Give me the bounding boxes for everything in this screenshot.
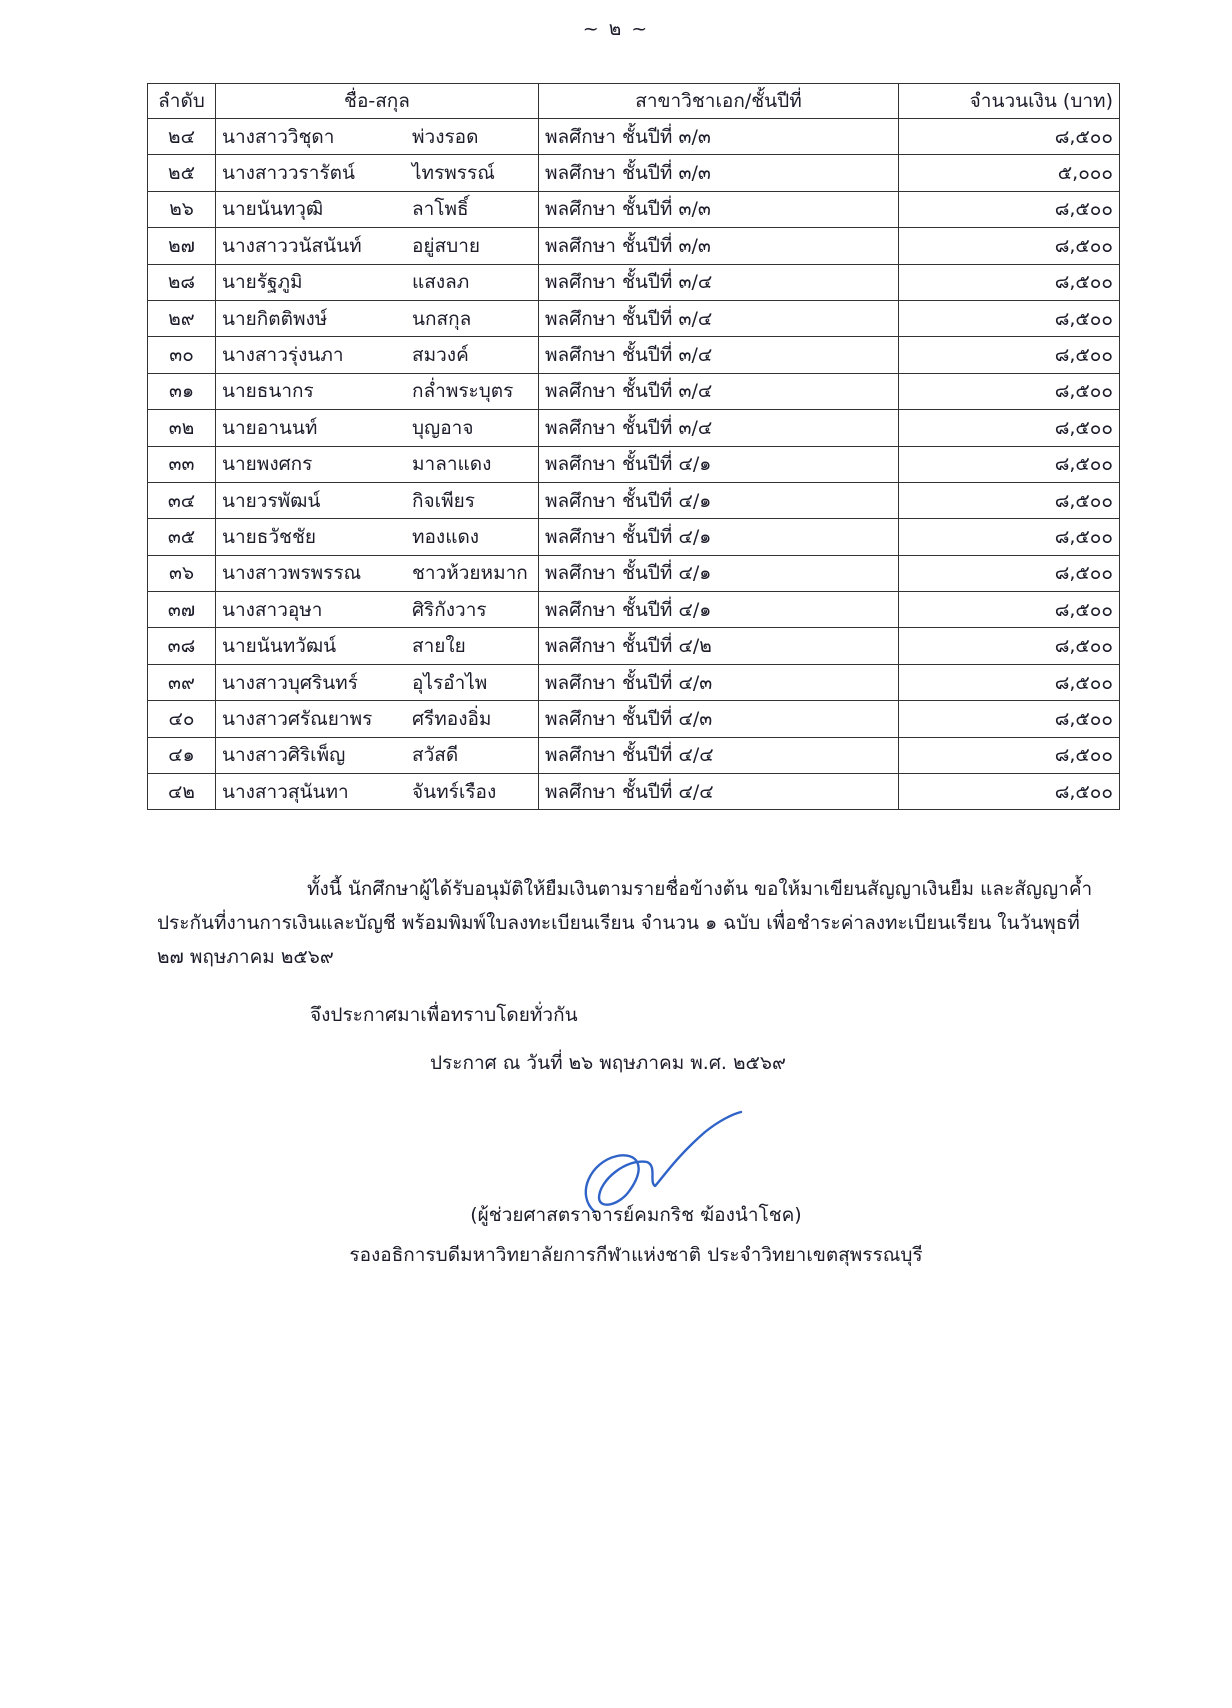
row-major: พลศึกษา ชั้นปีที่ ๓/๓: [539, 119, 899, 155]
row-last-name: สายใย: [412, 635, 466, 658]
row-first-name: นางสาวศิริเพ็ญ: [222, 744, 346, 767]
row-last-name: สวัสดี: [412, 744, 459, 767]
body-paragraph: ทั้งนี้ นักศึกษาผู้ได้รับอนุมัติให้ยืมเงินตามรายชื่อข้างต้น ขอให้มาเขียนสัญญาเงินยืม และสัญญาค้ำประกันที่งานการเงินและบัญชี พร้อมพิมพ์ใบลงทะเบียนเรียน จำนวน ๑ ฉบับ เพื่อชำระค่าลงทะเบียนเรียน ในวันพุธที่ ๒๗ พฤษภาคม ๒๕๖๙: [157, 878, 1093, 968]
row-no: ๔๒: [148, 774, 216, 810]
table-row: [148, 228, 1120, 264]
row-last-name: กิจเพียร: [412, 489, 475, 512]
row-amount: ๘,๕๐๐: [899, 774, 1120, 810]
row-amount: ๘,๕๐๐: [899, 373, 1120, 409]
row-major: พลศึกษา ชั้นปีที่ ๔/๓: [539, 701, 899, 737]
row-first-name: นายกิตติพงษ์: [222, 307, 328, 330]
row-name: [216, 373, 539, 409]
row-major: พลศึกษา ชั้นปีที่ ๓/๔: [539, 410, 899, 446]
row-amount: ๘,๕๐๐: [899, 300, 1120, 336]
row-last-name: ทองแดง: [412, 525, 480, 548]
row-name: [216, 592, 539, 628]
row-major: พลศึกษา ชั้นปีที่ ๓/๔: [539, 264, 899, 300]
header-major: สาขาวิชาเอก/ชั้นปีที่: [539, 84, 899, 119]
row-first-name: นายรัฐภูมิ: [222, 271, 303, 294]
row-major: พลศึกษา ชั้นปีที่ ๔/๑: [539, 555, 899, 591]
row-no: ๒๙: [148, 300, 216, 336]
row-major: พลศึกษา ชั้นปีที่ ๔/๑: [539, 482, 899, 518]
row-amount: ๘,๕๐๐: [899, 592, 1120, 628]
row-first-name: นางสาวศรัณยาพร: [222, 707, 373, 730]
row-amount: ๘,๕๐๐: [899, 737, 1120, 773]
table-header: [148, 84, 1120, 119]
table-row: [148, 774, 1120, 810]
row-no: ๒๖: [148, 191, 216, 227]
table-row: [148, 446, 1120, 482]
row-amount: ๘,๕๐๐: [899, 519, 1120, 555]
row-first-name: นายอานนท์: [222, 416, 318, 439]
row-first-name: นางสาววิชุดา: [222, 125, 335, 148]
row-no: ๒๘: [148, 264, 216, 300]
table-row: [148, 664, 1120, 700]
row-last-name: พ่วงรอด: [412, 125, 479, 148]
row-amount: ๘,๕๐๐: [899, 701, 1120, 737]
row-amount: ๘,๕๐๐: [899, 555, 1120, 591]
row-name: [216, 228, 539, 264]
row-last-name: ศรีทองอิ่ม: [412, 707, 492, 730]
row-no: ๓๒: [148, 410, 216, 446]
row-no: ๓๙: [148, 664, 216, 700]
row-amount: ๘,๕๐๐: [899, 228, 1120, 264]
row-major: พลศึกษา ชั้นปีที่ ๔/๑: [539, 519, 899, 555]
row-first-name: นายวรพัฒน์: [222, 489, 321, 512]
row-name: [216, 337, 539, 373]
row-no: ๔๐: [148, 701, 216, 737]
header-row: [148, 84, 1120, 119]
table-row: [148, 592, 1120, 628]
table-row: [148, 373, 1120, 409]
row-amount: ๘,๕๐๐: [899, 664, 1120, 700]
header-no: ลำดับ: [148, 84, 216, 119]
row-first-name: นายนันทวุฒิ: [222, 198, 324, 221]
row-first-name: นายนันทวัฒน์: [222, 635, 337, 658]
row-amount: ๘,๕๐๐: [899, 119, 1120, 155]
row-name: [216, 300, 539, 336]
row-first-name: นายธนากร: [222, 380, 314, 403]
row-last-name: ไทรพรรณ์: [412, 162, 495, 185]
row-amount: ๘,๕๐๐: [899, 410, 1120, 446]
signer-position: รองอธิการบดีมหาวิทยาลัยการกีฬาแห่งชาติ ประจำวิทยาเขตสุพรรณบุรี: [349, 1244, 923, 1266]
table-row: [148, 410, 1120, 446]
table-row: [148, 337, 1120, 373]
table-row: [148, 737, 1120, 773]
row-last-name: มาลาแดง: [412, 453, 492, 476]
row-name: [216, 664, 539, 700]
student-loan-table: [147, 83, 1120, 810]
row-first-name: นางสาวรุ่งนภา: [222, 344, 344, 367]
row-amount: ๘,๕๐๐: [899, 482, 1120, 518]
row-name: [216, 264, 539, 300]
row-last-name: สมวงค์: [412, 344, 469, 367]
row-name: [216, 555, 539, 591]
row-major: พลศึกษา ชั้นปีที่ ๓/๔: [539, 337, 899, 373]
table-row: [148, 555, 1120, 591]
row-name: [216, 191, 539, 227]
row-name: [216, 119, 539, 155]
row-name: [216, 701, 539, 737]
row-name: [216, 482, 539, 518]
row-amount: ๘,๕๐๐: [899, 446, 1120, 482]
row-major: พลศึกษา ชั้นปีที่ ๓/๔: [539, 373, 899, 409]
row-last-name: อุไรอำไพ: [412, 671, 488, 694]
row-first-name: นางสาววนัสนันท์: [222, 234, 362, 257]
page-number: ~ ๒ ~: [582, 18, 650, 40]
table-row: [148, 519, 1120, 555]
row-first-name: นายพงศกร: [222, 453, 313, 476]
row-last-name: ชาวห้วยหมาก: [412, 562, 528, 585]
table-body: [148, 119, 1120, 810]
row-no: ๒๔: [148, 119, 216, 155]
row-major: พลศึกษา ชั้นปีที่ ๔/๔: [539, 774, 899, 810]
row-first-name: นายธวัชชัย: [222, 525, 316, 548]
row-no: ๓๓: [148, 446, 216, 482]
header-name: ชื่อ-สกุล: [216, 84, 539, 119]
row-name: [216, 519, 539, 555]
table-row: [148, 264, 1120, 300]
table-row: [148, 119, 1120, 155]
row-name: [216, 155, 539, 191]
row-first-name: นางสาววรารัตน์: [222, 162, 355, 185]
row-no: ๓๗: [148, 592, 216, 628]
row-last-name: อยู่สบาย: [412, 234, 481, 257]
signer-name: (ผู้ช่วยศาสตราจารย์คมกริช ฆ้องนำโชค): [470, 1204, 802, 1226]
table-row: [148, 155, 1120, 191]
table-row: [148, 191, 1120, 227]
row-major: พลศึกษา ชั้นปีที่ ๔/๓: [539, 664, 899, 700]
table-row: [148, 482, 1120, 518]
row-first-name: นางสาวบุศรินทร์: [222, 671, 358, 694]
row-major: พลศึกษา ชั้นปีที่ ๓/๓: [539, 191, 899, 227]
table-row: [148, 701, 1120, 737]
row-amount: ๕,๐๐๐: [899, 155, 1120, 191]
row-no: ๔๑: [148, 737, 216, 773]
row-no: ๓๐: [148, 337, 216, 373]
table-row: [148, 300, 1120, 336]
row-major: พลศึกษา ชั้นปีที่ ๓/๓: [539, 228, 899, 264]
row-name: [216, 410, 539, 446]
header-amount: จำนวนเงิน (บาท): [899, 84, 1120, 119]
row-amount: ๘,๕๐๐: [899, 337, 1120, 373]
row-no: ๓๖: [148, 555, 216, 591]
row-name: [216, 628, 539, 664]
row-amount: ๘,๕๐๐: [899, 191, 1120, 227]
row-no: ๒๕: [148, 155, 216, 191]
signature-stroke: [586, 1112, 741, 1212]
row-last-name: จันทร์เรือง: [412, 780, 497, 803]
notice-text: จึงประกาศมาเพื่อทราบโดยทั่วกัน: [310, 1004, 578, 1026]
row-no: ๒๗: [148, 228, 216, 264]
row-no: ๓๑: [148, 373, 216, 409]
row-no: ๓๘: [148, 628, 216, 664]
row-name: [216, 774, 539, 810]
row-last-name: นกสกุล: [412, 307, 472, 330]
row-amount: ๘,๕๐๐: [899, 264, 1120, 300]
row-major: พลศึกษา ชั้นปีที่ ๔/๒: [539, 628, 899, 664]
row-no: ๓๕: [148, 519, 216, 555]
row-first-name: นางสาวพรพรรณ: [222, 562, 362, 585]
row-major: พลศึกษา ชั้นปีที่ ๔/๔: [539, 737, 899, 773]
row-name: [216, 737, 539, 773]
row-major: พลศึกษา ชั้นปีที่ ๔/๑: [539, 592, 899, 628]
row-amount: ๘,๕๐๐: [899, 628, 1120, 664]
row-no: ๓๔: [148, 482, 216, 518]
row-major: พลศึกษา ชั้นปีที่ ๓/๔: [539, 300, 899, 336]
row-first-name: นางสาวสุนันทา: [222, 780, 349, 803]
row-major: พลศึกษา ชั้นปีที่ ๔/๑: [539, 446, 899, 482]
row-last-name: ศิริกังวาร: [412, 598, 487, 621]
table-row: [148, 628, 1120, 664]
row-first-name: นางสาวอุษา: [222, 598, 323, 621]
row-name: [216, 446, 539, 482]
row-last-name: กล่ำพระบุตร: [412, 380, 514, 403]
row-last-name: แสงลภ: [412, 271, 470, 294]
row-last-name: ลาโพธิ์: [412, 198, 469, 221]
announce-date: ประกาศ ณ วันที่ ๒๖ พฤษภาคม พ.ศ. ๒๕๖๙: [430, 1052, 786, 1074]
row-major: พลศึกษา ชั้นปีที่ ๓/๓: [539, 155, 899, 191]
row-last-name: บุญอาจ: [412, 416, 474, 439]
